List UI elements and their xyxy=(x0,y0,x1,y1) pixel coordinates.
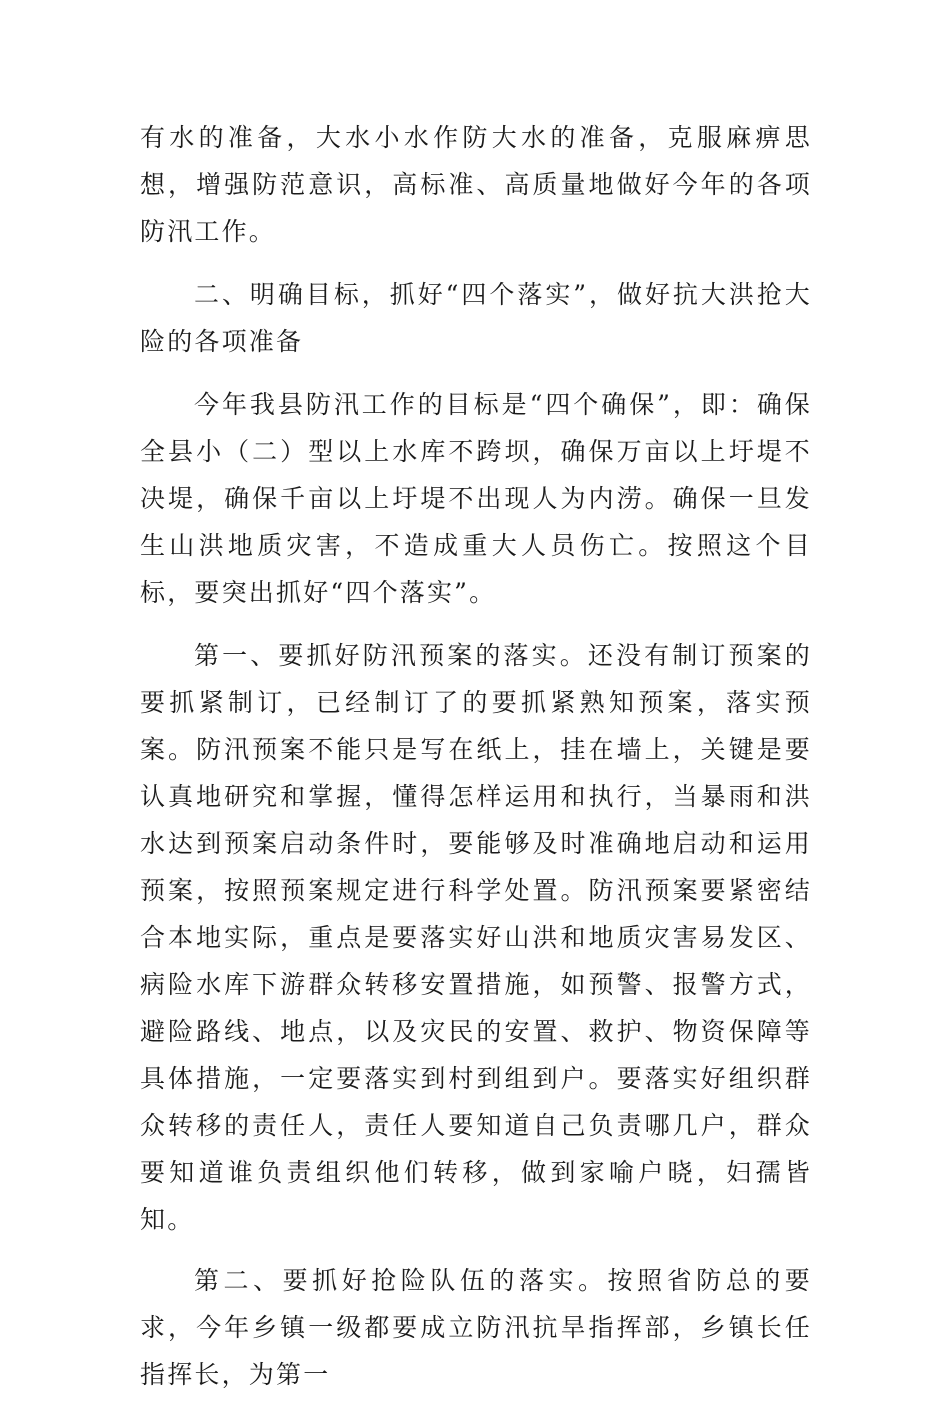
document-body xyxy=(140,114,812,1414)
paragraph-goals: 今年我县防汛工作的目标是“四个确保”，即：确保全县小（二）型以上水库不跨坝，确保万亩以上圩堤不决堤，确保千亩以上圩堤不出现人为内涝。确保一旦发生山洪地质灾害，不造成重大人员伤亡。按照这个目标，要突出抓好“四个落实”。 xyxy=(140,390,812,607)
paragraph-team: 第二、要抓好抢险队伍的落实。按照省防总的要求，今年乡镇一级都要成立防汛抗旱指挥部，乡镇长任指挥长，为第一 xyxy=(140,1266,812,1389)
paragraph-plan: 第一、要抓好防汛预案的落实。还没有制订预案的要抓紧制订，已经制订了的要抓紧熟知预案，落实预案。防汛预案不能只是写在纸上，挂在墙上，关键是要认真地研究和掌握，懂得怎样运用和执行，当暴雨和洪水达到预案启动条件时，要能够及时准确地启动和运用预案，按照预案规定进行科学处置。防汛预案要紧密结合本地实际，重点是要落实好山洪和地质灾害易发区、病险水库下游群众转移安置措施，如预警、报警方式，避险路线、地点，以及灾民的安置、救护、物资保障等具体措施，一定要落实到村到组到户。要落实好组织群众转移的责任人，责任人要知道自己负责哪几户，群众要知道谁负责组织他们转移，做到家喻户晓，妇孺皆知。 xyxy=(140,641,812,1234)
paragraph-continuation: 有水的准备，大水小水作防大水的准备，克服麻痹思想，增强防范意识，高标准、高质量地做好今年的各项防汛工作。 xyxy=(140,123,812,246)
section-heading: 二、明确目标，抓好“四个落实”，做好抗大洪抢大险的各项准备 xyxy=(140,280,812,356)
